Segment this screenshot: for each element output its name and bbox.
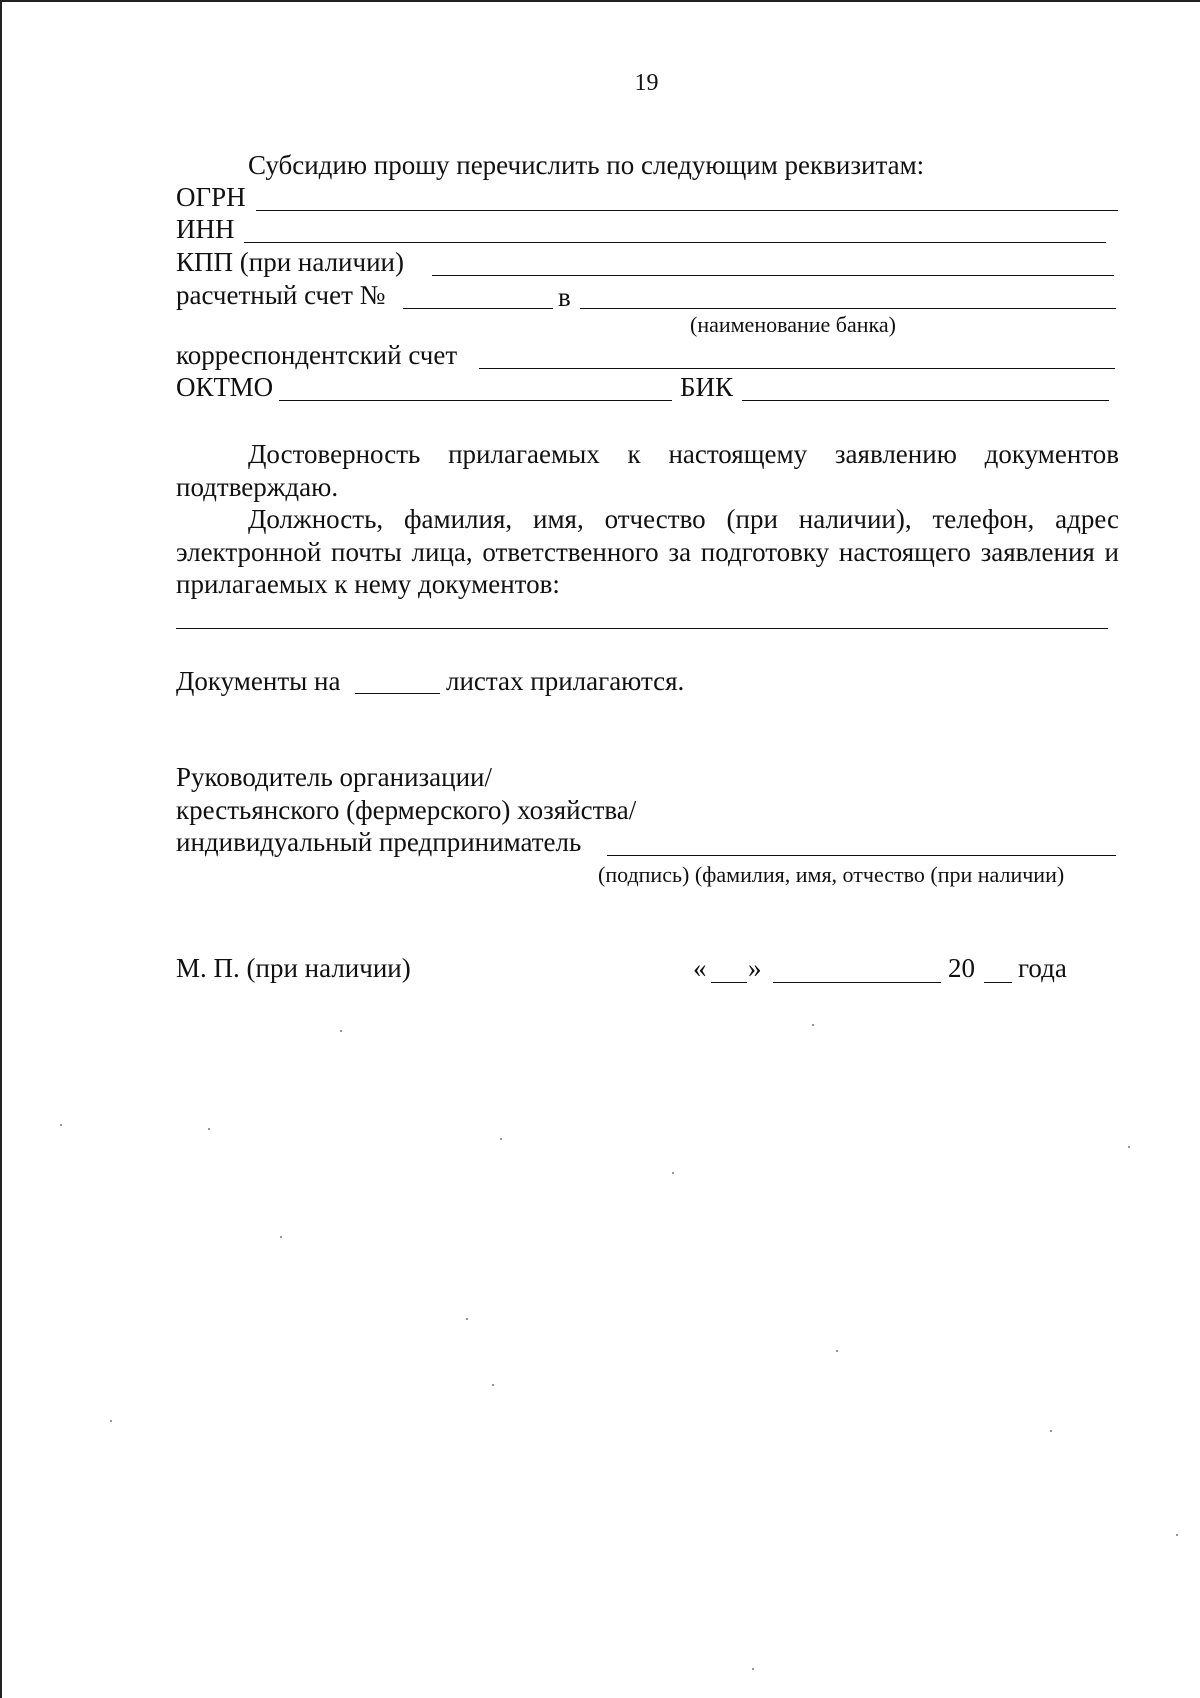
attachments-suffix: листах прилагаются. xyxy=(446,666,685,696)
scan-speck xyxy=(1176,1534,1178,1536)
scan-speck xyxy=(492,1384,494,1386)
scan-speck xyxy=(208,1128,210,1130)
corr-account-field-line[interactable] xyxy=(479,368,1115,369)
kpp-label: КПП (при наличии) xyxy=(176,247,404,277)
scan-speck xyxy=(672,1172,674,1174)
year-suffix: года xyxy=(1018,953,1067,983)
date-quote-open: « xyxy=(693,953,707,983)
scan-border-top xyxy=(0,0,1200,2)
stamp-label: М. П. (при наличии) xyxy=(176,953,411,983)
year-field-line[interactable] xyxy=(984,982,1012,983)
confirmation-paragraph: Достоверность прилагаемых к настоящему заявлению документов подтверждаю. xyxy=(176,439,1119,502)
scan-speck xyxy=(60,1124,62,1126)
oktmo-label: ОКТМО xyxy=(176,372,274,402)
signature-field-line[interactable] xyxy=(607,855,1116,856)
responsible-person-field-line[interactable] xyxy=(176,628,1108,629)
attachments-prefix: Документы на xyxy=(176,666,341,696)
scan-speck xyxy=(836,1350,838,1352)
date-quote-close: » xyxy=(748,953,762,983)
signatory-line-3: индивидуальный предприниматель xyxy=(176,827,582,857)
account-label: расчетный счет № xyxy=(176,280,386,310)
signature-caption: (подпись) (фамилия, имя, отчество (при наличии) xyxy=(598,862,1065,887)
scan-speck xyxy=(1128,1146,1130,1148)
inn-field-line[interactable] xyxy=(244,242,1106,243)
scan-speck xyxy=(466,1318,468,1320)
year-prefix: 20 xyxy=(948,953,975,983)
requisites-heading: Субсидию прошу перечислить по следующим реквизитам: xyxy=(248,150,925,180)
scan-border-left xyxy=(0,0,2,1698)
signatory-line-1: Руководитель организации/ xyxy=(176,762,493,792)
ogrn-label: ОГРН xyxy=(176,182,246,212)
kpp-field-line[interactable] xyxy=(432,275,1114,276)
bank-caption: (наименование банка) xyxy=(690,312,896,337)
account-number-field-line[interactable] xyxy=(403,308,553,309)
scan-speck xyxy=(500,1138,502,1140)
inn-label: ИНН xyxy=(176,214,235,244)
day-field-line[interactable] xyxy=(711,982,747,983)
scan-speck xyxy=(752,1668,754,1670)
scan-speck xyxy=(340,1030,342,1032)
scan-speck xyxy=(1050,1430,1052,1432)
bik-label: БИК xyxy=(680,372,734,402)
responsible-person-paragraph: Должность, фамилия, имя, отчество (при наличии), телефон, адрес электронной почты лица, ответственного за подготовку настоящего заявления и прилагаемых к нему документов: xyxy=(176,504,1119,599)
ogrn-field-line[interactable] xyxy=(256,210,1118,211)
oktmo-field-line[interactable] xyxy=(279,400,672,401)
scan-speck xyxy=(280,1236,282,1238)
month-field-line[interactable] xyxy=(773,982,941,983)
bank-name-field-line[interactable] xyxy=(580,308,1116,309)
corr-account-label: корреспондентский счет xyxy=(176,340,458,370)
page-number: 19 xyxy=(634,70,659,96)
sheet-count-field-line[interactable] xyxy=(355,693,440,694)
signatory-line-2: крестьянского (фермерского) хозяйства/ xyxy=(176,795,637,825)
bik-field-line[interactable] xyxy=(742,400,1109,401)
scan-speck xyxy=(110,1420,112,1422)
in-label: в xyxy=(558,282,571,312)
scan-speck xyxy=(812,1024,814,1026)
